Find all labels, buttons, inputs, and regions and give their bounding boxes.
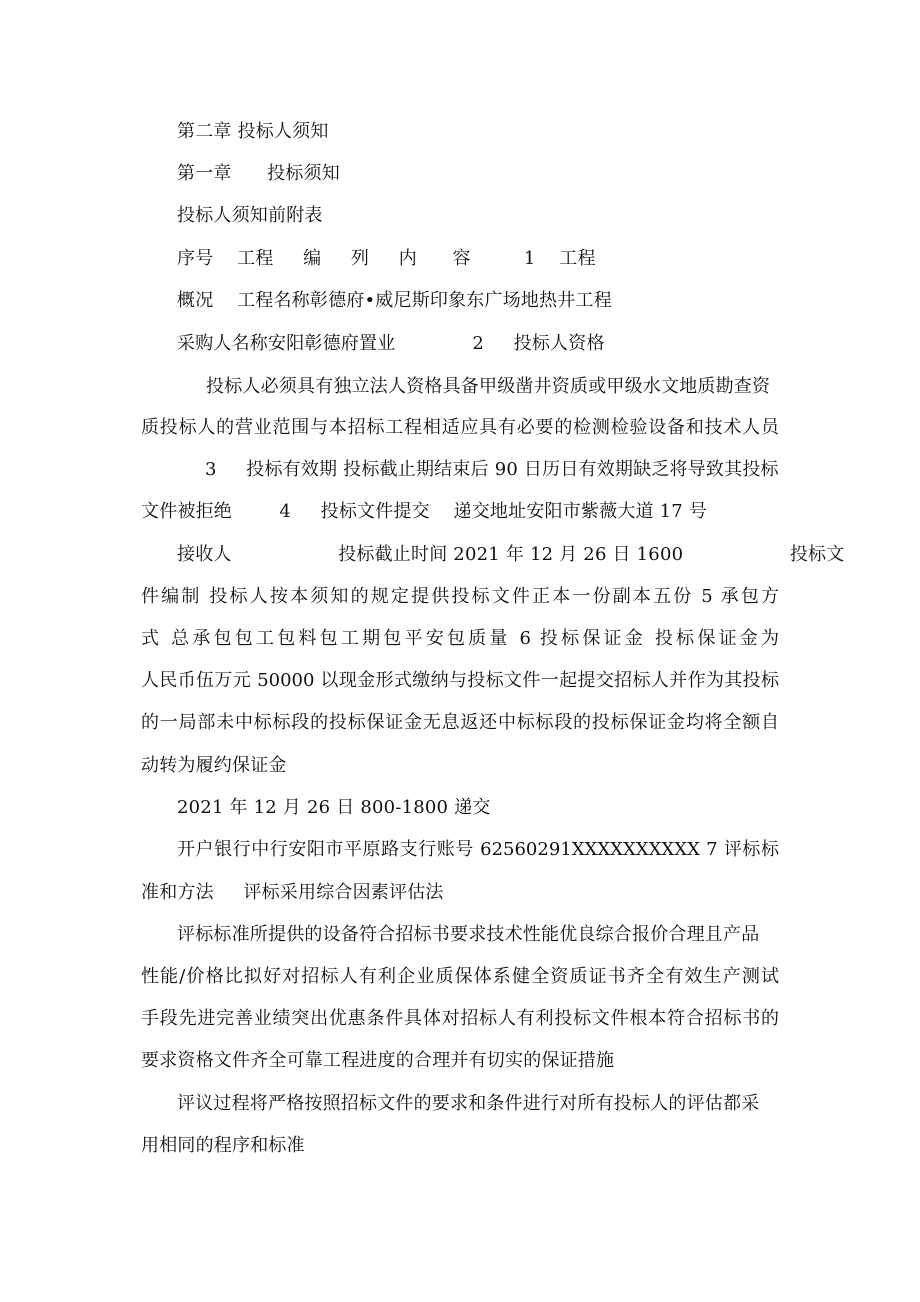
chapter-heading: 第二章 投标人须知 xyxy=(177,121,329,142)
text-line: 评议过程将严格按照招标文件的要求和条件进行对所有投标人的评估都采 xyxy=(177,1093,760,1114)
text-line: 文件被拒绝 4 投标文件提交 递交地址安阳市紫薇大道 17 号 xyxy=(141,501,708,522)
text-line: 采购人名称安阳彰德府置业 2 投标人资格 xyxy=(177,333,605,354)
text-line: 动转为履约保证金 xyxy=(141,755,287,776)
text-line: 开户银行中行安阳市平原路支行账号 62560291XXXXXXXXXX 7 评标标 xyxy=(177,839,779,860)
text-line: 件编制 投标人按本须知的规定提供投标文件正本一份副本五份 5 承包方 xyxy=(141,586,779,607)
text-line: 投标人必须具有独立法人资格具备甲级凿井资质或甲级水文地质勘查资 xyxy=(206,376,771,397)
text-line: 要求资格文件齐全可靠工程进度的合理并有切实的保证措施 xyxy=(141,1050,615,1071)
text-line: 3 投标有效期 投标截止期结束后 90 日历日有效期缺乏将导致其投标 xyxy=(205,459,779,480)
table-heading: 投标人须知前附表 xyxy=(177,205,323,226)
text-line: 手段先进完善业绩突出优惠条件具体对招标人有利投标文件根本符合招标书的 xyxy=(141,1008,779,1029)
text-line: 质投标人的营业范围与本招标工程相适应具有必要的检测检验设备和技术人员 xyxy=(141,417,779,438)
text-line: 人民币伍万元 50000 以现金形式缴纳与投标文件一起提交招标人并作为其投标 xyxy=(141,670,779,691)
text-line: 准和方法 评标采用综合因素评估法 xyxy=(141,882,444,903)
text-line: 评标标准所提供的设备符合招标书要求技术性能优良综合报价合理且产品 xyxy=(177,924,760,945)
text-line: 2021 年 12 月 26 日 800-1800 递交 xyxy=(177,797,491,818)
text-line: 概况 工程名称彰德府•威尼斯印象东广场地热井工程 xyxy=(177,290,612,311)
section-heading: 第一章 投标须知 xyxy=(177,163,340,184)
text-line: 的一局部未中标标段的投标保证金无息返还中标标段的投标保证金均将全额自 xyxy=(141,712,779,733)
text-line: 用相同的程序和标准 xyxy=(141,1135,305,1156)
text-line: 序号 工程 编 列 内 容 1 工程 xyxy=(177,248,596,269)
text-line: 接收人 投标截止时间 2021 年 12 月 26 日 1600 投标文 xyxy=(177,544,845,565)
text-line: 式 总承包包工包料包工期包平安包质量 6 投标保证金 投标保证金为 xyxy=(141,628,779,649)
text-line: 性能/价格比拟好对招标人有利企业质保体系健全资质证书齐全有效生产测试 xyxy=(141,966,779,987)
